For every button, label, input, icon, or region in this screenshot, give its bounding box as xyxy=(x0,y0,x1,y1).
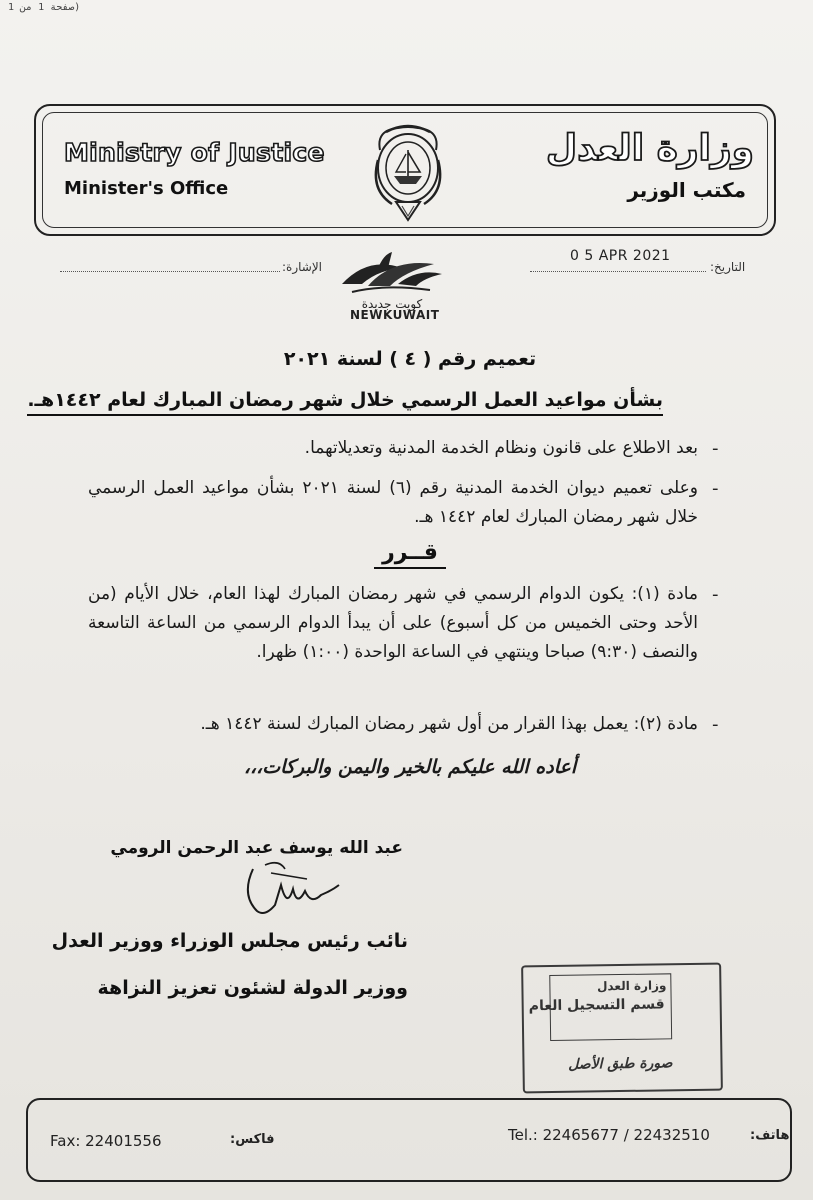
signatory-title-2: ووزير الدولة لشئون تعزيز النزاهة xyxy=(97,977,408,999)
reference-label: الإشارة: xyxy=(282,260,323,274)
office-title-en: Minister's Office xyxy=(64,178,229,199)
signatory-title-1: نائب رئيس مجلس الوزراء ووزير العدل xyxy=(51,930,408,952)
stamp-certified: صورة طبق الأصل xyxy=(568,1055,673,1073)
circular-subject: بشأن مواعيد العمل الرسمي خلال شهر رمضان المبارك لعام ١٤٤٢هـ. xyxy=(27,389,663,416)
logo-english-text: NEWKUWAIT xyxy=(350,308,440,322)
letterhead xyxy=(34,104,776,236)
logo-arabic-text: كويت جديدة xyxy=(361,297,423,311)
stamp-ministry: وزارة العدل xyxy=(596,978,667,994)
fax-label: فاكس: xyxy=(230,1132,275,1147)
fax-number: Fax: 22401556 xyxy=(50,1132,162,1150)
stamp-inner-frame xyxy=(528,973,672,1041)
article-2: مادة (٢): يعمل بهذا القرار من أول شهر رمضان المبارك لسنة ١٤٤٢ هـ. xyxy=(200,714,698,734)
bullet-dash: - xyxy=(712,478,719,499)
reference-line xyxy=(60,270,280,272)
closing-greeting: أعاده الله عليكم بالخير واليمن والبركات،،، xyxy=(243,756,577,778)
office-title-ar: مكتب الوزير xyxy=(627,178,746,202)
contact-footer xyxy=(26,1098,792,1182)
ministry-title-en: Ministry of Justice xyxy=(64,138,325,167)
decided-heading-text: قــرر xyxy=(374,540,446,569)
preamble-item: بعد الاطلاع على قانون ونظام الخدمة المدنية وتعديلاتهما. xyxy=(304,438,698,458)
date-label: التاريخ: xyxy=(710,260,746,274)
bullet-dash: - xyxy=(712,584,719,605)
ministry-title-ar: وزارة العدل xyxy=(545,128,754,169)
date-value: 0 5 APR 2021 xyxy=(570,248,671,264)
bullet-dash: - xyxy=(712,438,719,459)
phone-label: هاتف: xyxy=(750,1128,790,1143)
bullet-dash: - xyxy=(712,714,719,735)
signatory-name: عبد الله يوسف عبد الرحمن الرومي xyxy=(110,838,403,858)
article-1: مادة (١): يكون الدوام الرسمي في شهر رمضان المبارك لهذا العام، خلال الأيام (من الأحد وحتى الخميس من كل أسبوع) على أن يبدأ الدوام الرسمي من الساعة التاسعة والنصف (٩:٣٠) صباحا وينتهي في الساعة الواحدة (١:٠٠) ظهرا. xyxy=(88,584,698,662)
date-line xyxy=(530,270,706,272)
phone-numbers: Tel.: 22465677 / 22432510 xyxy=(508,1126,710,1144)
preamble-item: وعلى تعميم ديوان الخدمة المدنية رقم (٦) لسنة ٢٠٢١ بشأن مواعيد العمل الرسمي خلال شهر رمضان المبارك لعام ١٤٤٢ هـ. xyxy=(88,478,698,527)
handwritten-signature xyxy=(235,855,355,925)
decided-heading xyxy=(340,540,480,565)
page-marker: (صفحة 1 من 1 xyxy=(8,2,81,13)
kuwait-emblem-icon xyxy=(366,120,450,224)
certified-copy-stamp xyxy=(521,963,723,1094)
circular-number: تعميم رقم ( ٤ ) لسنة ٢٠٢١ xyxy=(283,348,537,370)
stamp-department: قسم التسجيل العام xyxy=(528,996,665,1015)
